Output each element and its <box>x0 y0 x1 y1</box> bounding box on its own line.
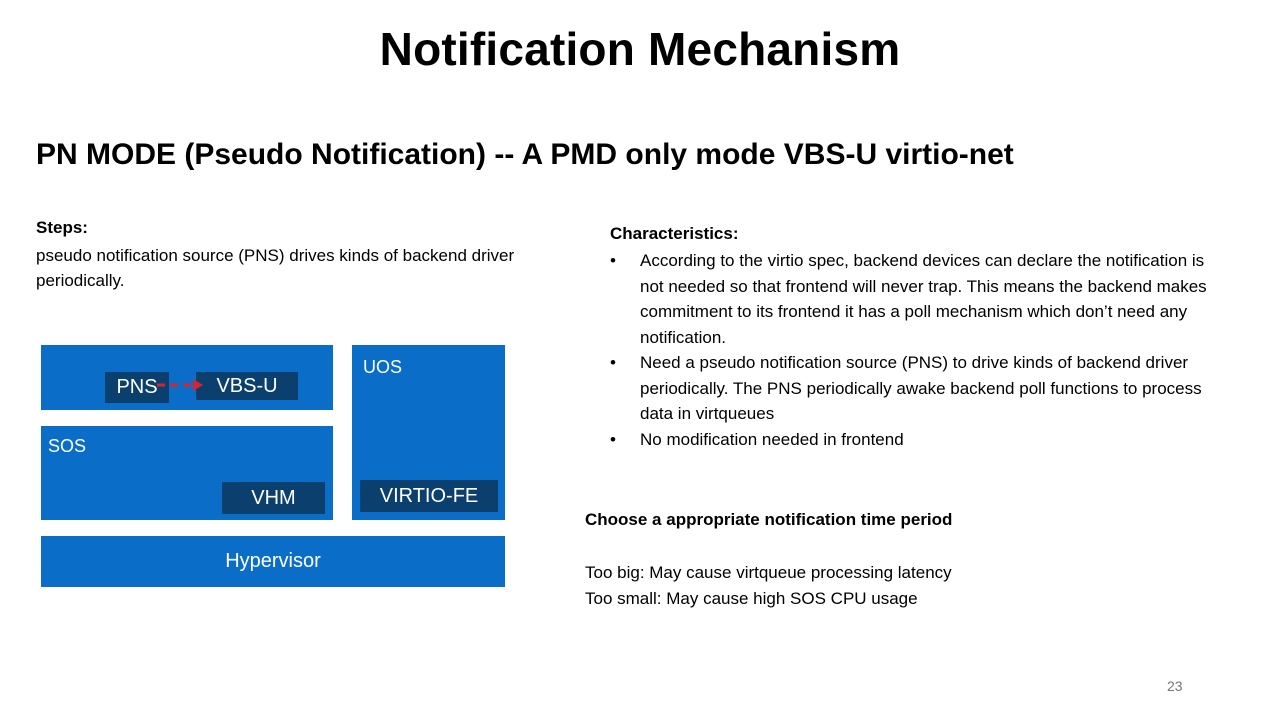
pns-to-vbsu-arrow-icon <box>155 377 205 393</box>
uos-label: UOS <box>363 357 403 377</box>
list-item: • According to the virtio spec, backend devices can declare the notification is not needed so that frontend will never trap. This means the backend makes commitment to its frontend it has a poll mechanism which don’t need any notification. <box>610 248 1230 350</box>
steps-heading: Steps: <box>36 218 88 237</box>
vhm-block: VHM <box>222 482 325 514</box>
pns-block: PNS <box>105 372 169 403</box>
bullet-icon: • <box>610 429 616 449</box>
period-heading: Choose a appropriate notification time period <box>585 510 953 529</box>
slide-subtitle: PN MODE (Pseudo Notification) -- A PMD only mode VBS-U virtio-net <box>36 138 1014 171</box>
bullet-icon: • <box>610 353 616 372</box>
slide-title: Notification Mechanism <box>379 23 901 75</box>
virtio-fe-block: VIRTIO-FE <box>360 480 498 512</box>
steps-text: pseudo notification source (PNS) drives kinds of backend driver periodically. <box>36 246 515 290</box>
bullet-icon: • <box>610 251 616 270</box>
characteristics-list <box>610 248 1230 452</box>
page-number: 23 <box>1167 678 1183 694</box>
characteristics-heading: Characteristics: <box>610 224 739 243</box>
vbsu-block: VBS-U <box>196 372 298 400</box>
hypervisor-label: Hypervisor <box>225 550 321 572</box>
sos-label: SOS <box>48 436 87 456</box>
too-big-text: Too big: May cause virtqueue processing latency <box>585 563 952 582</box>
too-small-text: Too small: May cause high SOS CPU usage <box>585 589 918 608</box>
list-item: • No modification needed in frontend <box>610 427 1230 453</box>
list-item: • Need a pseudo notification source (PNS) to drive kinds of backend driver periodically. The PNS periodically awake backend poll functions to process data in virtqueues <box>610 350 1230 427</box>
